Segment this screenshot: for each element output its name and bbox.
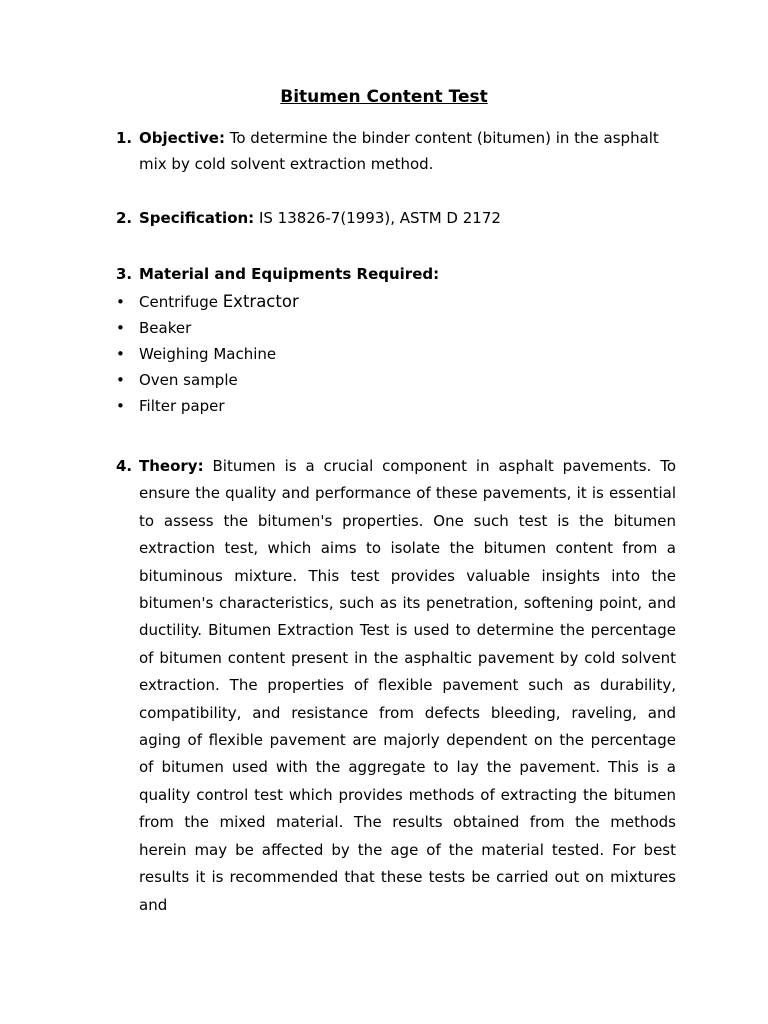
section-label: Material and Equipments Required:: [139, 265, 440, 283]
list-item: [116, 393, 676, 419]
bullet-icon: •: [116, 371, 125, 389]
bullet-icon: •: [116, 345, 125, 363]
list-item: [116, 341, 676, 367]
equipment-list: [116, 289, 676, 419]
section-materials: [116, 261, 676, 287]
section-number: 4.: [116, 457, 133, 475]
section-objective: [116, 125, 676, 177]
section-text: Bitumen is a crucial component in asphalt pavements. To ensure the quality and performance of these pavements, it is essential to assess the bitumen's properties. One such test is the bitumen extraction test, which aims to isolate the bitumen content from a bituminous mixture. This test provides valuable insights into the bitumen's characteristics, such as its penetration, softening point, and ductility. Bitumen Extraction Test is used to determine the percentage of bitumen content present in the asphaltic pavement by cold solvent extraction. The properties of flexible pavement such as durability, compatibility, and resistance from defects bleeding, raveling, and aging of flexible pavement are majorly dependent on the percentage of bitumen used with the aggregate to lay the pavement. This is a quality control test which provides methods of extracting the bitumen from the mixed material. The results obtained from the methods herein may be affected by the age of the material tested. For best results it is recommended that these tests be carried out on mixtures and: [139, 457, 676, 914]
list-item: [116, 315, 676, 341]
list-item-text: Filter paper: [139, 397, 225, 415]
list-item-text-large: Extractor: [222, 292, 299, 311]
list-item-text: Beaker: [139, 319, 192, 337]
section-label: Theory:: [139, 457, 204, 475]
list-item-text: Oven sample: [139, 371, 238, 389]
section-label: Specification:: [139, 209, 255, 227]
list-item: [116, 367, 676, 393]
document-title: Bitumen Content Test: [280, 87, 488, 107]
bullet-icon: •: [116, 319, 125, 337]
section-body: [139, 125, 676, 177]
list-item: [116, 289, 676, 315]
section-number: 2.: [116, 209, 133, 227]
list-item-text: Weighing Machine: [139, 345, 277, 363]
section-text: IS 13826-7(1993), ASTM D 2172: [258, 209, 501, 227]
section-body: [139, 261, 676, 287]
section-number: 1.: [116, 129, 133, 147]
bullet-icon: •: [116, 293, 125, 311]
list-item-text: Centrifuge: [139, 293, 218, 311]
section-body: [139, 205, 676, 231]
section-body: [139, 453, 676, 919]
section-specification: [116, 205, 676, 231]
section-number: 3.: [116, 265, 133, 283]
section-label: Objective:: [139, 129, 225, 147]
section-text: To determine the binder content (bitumen) in the asphalt mix by cold solvent extraction method.: [139, 129, 659, 173]
bullet-icon: •: [116, 397, 125, 415]
section-theory: [116, 453, 676, 919]
